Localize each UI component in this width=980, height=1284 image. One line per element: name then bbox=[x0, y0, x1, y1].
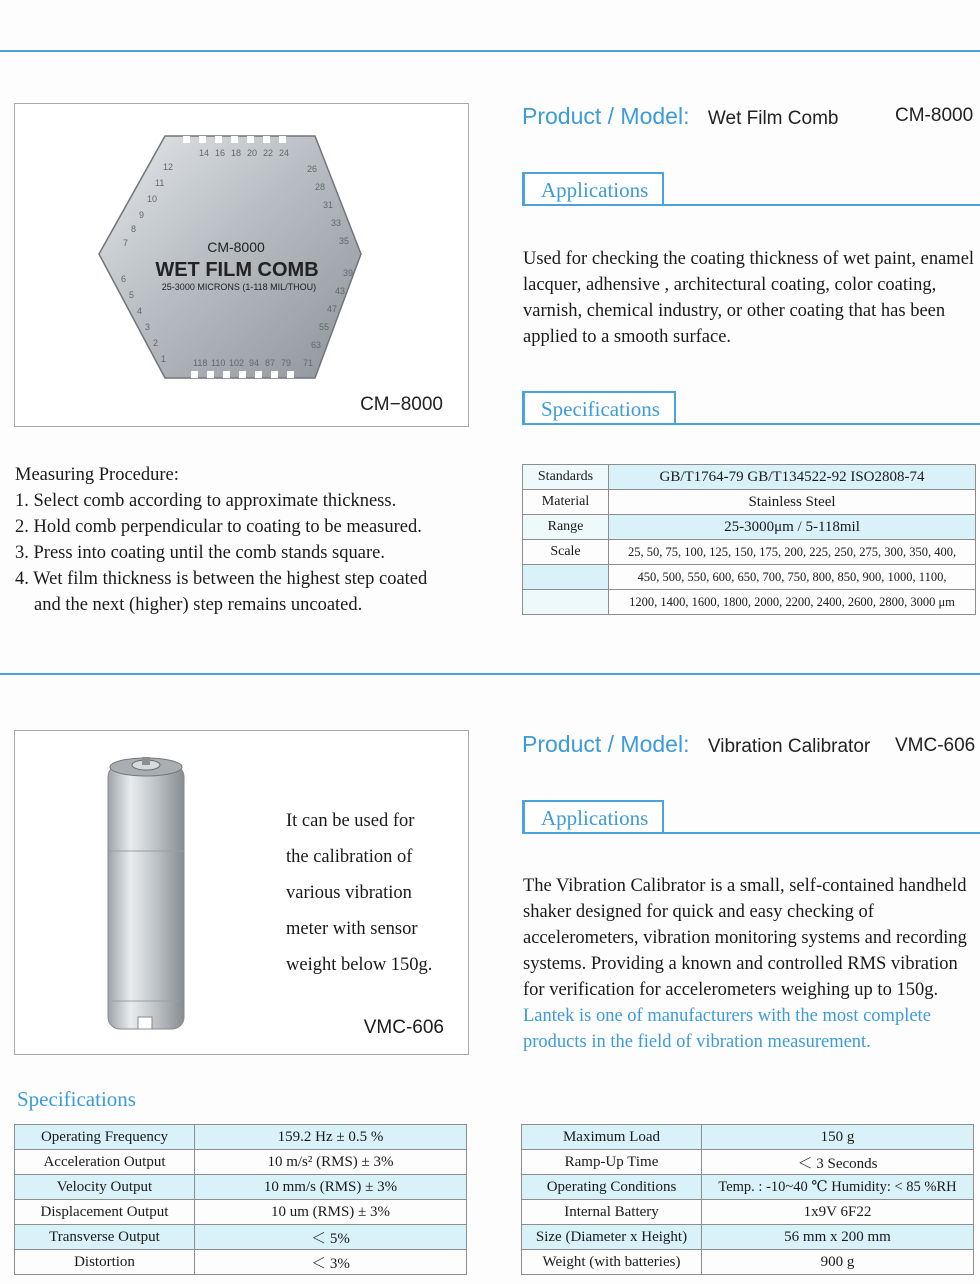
company-highlight: Lantek is one of manufacturers with the most complete products in the field of vibration measurement. bbox=[523, 1006, 931, 1052]
comb-tick: 102 bbox=[229, 358, 245, 368]
spec-value: 1200, 1400, 1600, 1800, 2000, 2200, 2400, 2600, 2800, 3000 μm bbox=[609, 590, 976, 615]
comb-model-text: CM-8000 bbox=[207, 239, 265, 255]
table-row bbox=[15, 1250, 467, 1275]
spec-label bbox=[523, 565, 609, 590]
table-row bbox=[523, 515, 976, 540]
table-row bbox=[523, 565, 976, 590]
table-row bbox=[15, 1175, 467, 1200]
applications-heading bbox=[522, 800, 980, 834]
comb-tick: 87 bbox=[265, 358, 276, 368]
comb-tick: 35 bbox=[339, 236, 350, 246]
spec-value: 25, 50, 75, 100, 125, 150, 175, 200, 225, 250, 275, 300, 350, 400, bbox=[609, 540, 976, 565]
spec-label bbox=[523, 590, 609, 615]
table-row bbox=[15, 1200, 467, 1225]
comb-tick: 6 bbox=[121, 274, 127, 284]
procedure-step: 1. Select comb according to approximate thickness. bbox=[15, 491, 397, 511]
image-text-line: various vibration bbox=[286, 883, 412, 903]
spec-label: Standards bbox=[523, 465, 609, 490]
heading-underline bbox=[522, 423, 980, 425]
comb-tick: 26 bbox=[307, 164, 318, 174]
image-caption: CM−8000 bbox=[360, 394, 443, 415]
spec-label: Internal Battery bbox=[522, 1200, 702, 1225]
comb-tick: 9 bbox=[139, 210, 145, 220]
spec-label: Transverse Output bbox=[15, 1225, 195, 1250]
comb-tick: 11 bbox=[155, 178, 165, 188]
section-divider-top bbox=[0, 50, 980, 52]
spec-label: Ramp-Up Time bbox=[522, 1150, 702, 1175]
spec-value: 150 g bbox=[702, 1125, 974, 1150]
spec-value: GB/T1764-79 GB/T134522-92 ISO2808-74 bbox=[609, 465, 976, 490]
comb-tick: 31 bbox=[323, 200, 334, 210]
table-row bbox=[522, 1225, 974, 1250]
comb-tick: 110 bbox=[211, 358, 226, 368]
spec-label: Material bbox=[523, 490, 609, 515]
specifications-title: Specifications bbox=[522, 391, 676, 425]
comb-tick: 22 bbox=[263, 148, 274, 158]
table-row bbox=[523, 465, 976, 490]
spec-value: 10 m/s² (RMS) ± 3% bbox=[195, 1150, 467, 1175]
spec-label: Size (Diameter x Height) bbox=[522, 1225, 702, 1250]
spec-label: Distortion bbox=[15, 1250, 195, 1275]
spec-label: Displacement Output bbox=[15, 1200, 195, 1225]
comb-tick: 47 bbox=[327, 304, 338, 314]
spec-value: 450, 500, 550, 600, 650, 700, 750, 800, 850, 900, 1000, 1100, bbox=[609, 565, 976, 590]
applications-text: Used for checking the coating thickness of wet paint, enamel lacquer, adhensive , architectural coating, color coating, varnish, chemical industry, or other coating that has been applied to a smooth surface. bbox=[523, 249, 975, 347]
wet-film-comb-image bbox=[15, 104, 468, 426]
image-description bbox=[286, 803, 432, 983]
procedure-step: 4. Wet film thickness is between the highest step coated bbox=[15, 569, 428, 589]
table-row bbox=[522, 1150, 974, 1175]
comb-tick: 16 bbox=[215, 148, 226, 158]
product-model-code-wrap bbox=[895, 105, 973, 127]
comb-tick: 79 bbox=[281, 358, 292, 368]
applications-title: Applications bbox=[522, 172, 664, 206]
heading-underline bbox=[522, 204, 980, 206]
comb-tick: 3 bbox=[145, 322, 151, 332]
spec-value: 1x9V 6F22 bbox=[702, 1200, 974, 1225]
applications-heading bbox=[522, 172, 980, 206]
spec-value: 56 mm x 200 mm bbox=[702, 1225, 974, 1250]
table-row bbox=[523, 490, 976, 515]
spec-value: Stainless Steel bbox=[609, 490, 976, 515]
procedure-step: and the next (higher) step remains uncoated. bbox=[34, 595, 363, 615]
procedure-step: 3. Press into coating until the comb stands square. bbox=[15, 543, 385, 563]
table-row bbox=[523, 540, 976, 565]
comb-tick: 118 bbox=[193, 358, 208, 368]
comb-tick: 10 bbox=[147, 194, 158, 204]
product-model-line bbox=[522, 731, 870, 758]
comb-tick: 12 bbox=[163, 162, 174, 172]
product-name: Vibration Calibrator bbox=[707, 736, 871, 757]
spec-value: 10 um (RMS) ± 3% bbox=[195, 1200, 467, 1225]
comb-tick: 94 bbox=[249, 358, 260, 368]
comb-tick: 5 bbox=[129, 290, 135, 300]
spec-value: 10 mm/s (RMS) ± 3% bbox=[195, 1175, 467, 1200]
comb-tick: 33 bbox=[331, 218, 342, 228]
table-row bbox=[522, 1250, 974, 1275]
table-row bbox=[522, 1125, 974, 1150]
image-text-line: meter with sensor bbox=[286, 919, 418, 939]
applications-text: The Vibration Calibrator is a small, self-contained handheld shaker designed for quick and easy checking of accelerometers, vibration monitoring systems and recording systems. Providing a known and controlled RMS vibration for verification for accelerometers weighing up to 150g. bbox=[523, 876, 967, 1000]
spec-value: 159.2 Hz ± 0.5 % bbox=[195, 1125, 467, 1150]
comb-tick: 4 bbox=[137, 306, 143, 316]
spec-label: Acceleration Output bbox=[15, 1150, 195, 1175]
comb-tick: 55 bbox=[319, 322, 330, 332]
comb-tick: 63 bbox=[311, 340, 322, 350]
comb-tick: 28 bbox=[315, 182, 326, 192]
comb-tick: 2 bbox=[153, 338, 159, 348]
specs-table-left bbox=[14, 1124, 467, 1275]
comb-tick: 24 bbox=[279, 148, 290, 158]
spec-label: Maximum Load bbox=[522, 1125, 702, 1150]
comb-tick: 8 bbox=[131, 224, 137, 234]
spec-label: Operating Conditions bbox=[522, 1175, 702, 1200]
comb-tick: 18 bbox=[231, 148, 242, 158]
product-model-label: Product / Model: bbox=[522, 103, 690, 129]
image-text-line: the calibration of bbox=[286, 847, 413, 867]
comb-tick: 14 bbox=[199, 148, 210, 158]
spec-value: ＜ 3 Seconds bbox=[702, 1150, 974, 1175]
product-name: Wet Film Comb bbox=[707, 108, 839, 129]
spec-label: Range bbox=[523, 515, 609, 540]
spec-value: 25-3000μm / 5-118mil bbox=[609, 515, 976, 540]
table-row bbox=[15, 1125, 467, 1150]
procedure-title: Measuring Procedure: bbox=[15, 465, 179, 485]
procedure-step: 2. Hold comb perpendicular to coating to be measured. bbox=[15, 517, 422, 537]
section-divider-middle bbox=[0, 673, 980, 675]
applications-title: Applications bbox=[522, 800, 664, 834]
spec-label: Velocity Output bbox=[15, 1175, 195, 1200]
comb-tick: 39 bbox=[343, 268, 354, 278]
product-model-label: Product / Model: bbox=[522, 731, 690, 757]
specifications-title: Specifications bbox=[17, 1087, 136, 1111]
specs-table-right bbox=[521, 1124, 974, 1275]
measuring-procedure bbox=[15, 462, 485, 618]
image-caption: VMC-606 bbox=[363, 1017, 444, 1038]
spec-label: Weight (with batteries) bbox=[522, 1250, 702, 1275]
product-image-vmc606 bbox=[14, 730, 469, 1055]
table-row bbox=[15, 1225, 467, 1250]
comb-tick: 1 bbox=[161, 354, 167, 364]
comb-range-text: 25-3000 MICRONS (1-118 MIL/THOU) bbox=[161, 282, 317, 292]
applications-body bbox=[523, 873, 980, 1055]
heading-underline bbox=[522, 832, 980, 834]
image-text-line: It can be used for bbox=[286, 811, 415, 831]
product-model-code: CM-8000 bbox=[895, 105, 974, 126]
table-row bbox=[522, 1175, 974, 1200]
specifications-heading bbox=[522, 391, 980, 425]
spec-label: Operating Frequency bbox=[15, 1125, 195, 1150]
comb-title-text: WET FILM COMB bbox=[155, 259, 319, 281]
image-text-line: weight below 150g. bbox=[286, 955, 433, 975]
product-model-code-wrap bbox=[895, 735, 975, 757]
product-model-code: VMC-606 bbox=[895, 735, 976, 756]
table-row bbox=[522, 1200, 974, 1225]
comb-tick: 71 bbox=[303, 358, 314, 368]
product-model-line bbox=[522, 103, 838, 130]
spec-value: ＜ 3% bbox=[195, 1250, 467, 1275]
spec-value: Temp. : -10~40 ℃ Humidity: < 85 %RH bbox=[702, 1175, 974, 1200]
spec-value: ＜ 5% bbox=[195, 1225, 467, 1250]
comb-tick: 7 bbox=[123, 238, 129, 248]
spec-value: 900 g bbox=[702, 1250, 974, 1275]
table-row bbox=[523, 590, 976, 615]
comb-tick: 20 bbox=[247, 148, 258, 158]
table-row bbox=[15, 1150, 467, 1175]
specs-table-cm8000 bbox=[522, 464, 976, 615]
product-image-cm8000 bbox=[14, 103, 469, 427]
spec-label: Scale bbox=[523, 540, 609, 565]
comb-tick: 43 bbox=[335, 286, 346, 296]
